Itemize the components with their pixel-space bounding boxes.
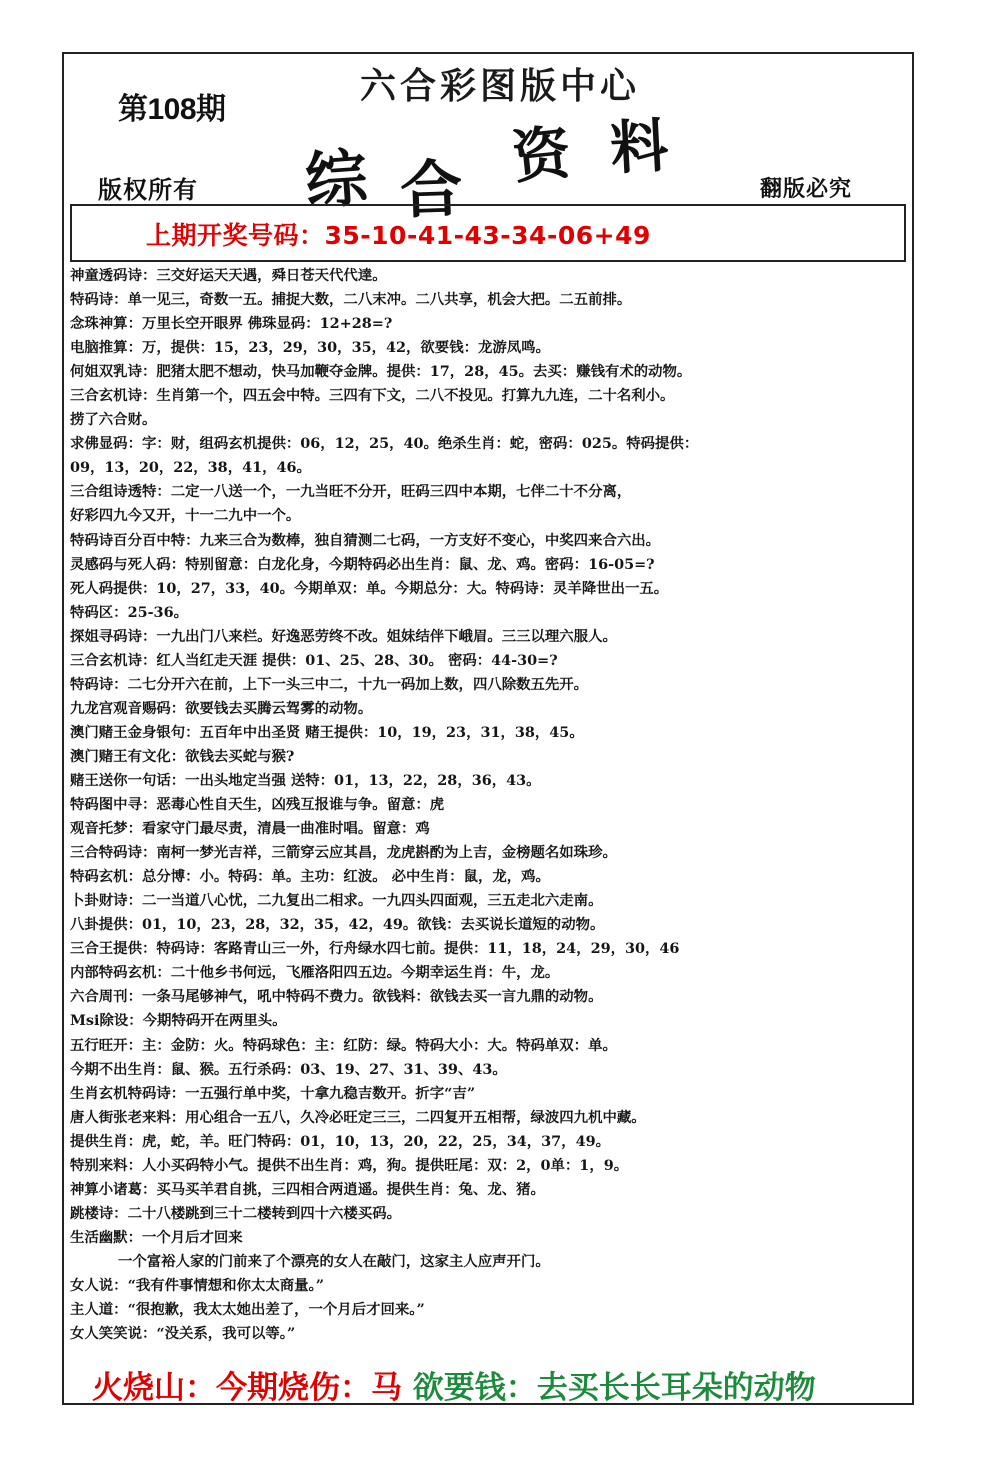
content-line: 三合玄机诗：生肖第一个，四五会中特。三四有下文，二八不投见。打算九九连，二十名利小。 bbox=[70, 387, 675, 405]
content-line: 电脑推算：万，提供：15，23，29，30，35，42，欲要钱：龙游凤鸣。 bbox=[70, 339, 550, 357]
content-line: 生肖玄机特码诗：一五强行单中奖，十拿九稳吉数开。折字“吉” bbox=[70, 1084, 476, 1102]
big-title-char-2: 合 bbox=[398, 151, 464, 228]
content-line: 澳门赌王金身银句：五百年中出圣贤 赌王提供：10，19，23，31，38，45。 bbox=[70, 723, 584, 741]
content-line: 赌王送你一句话：一出头地定当强 送特：01，13，22，28，36，43。 bbox=[70, 771, 541, 789]
content-line: 三合王提供：特码诗：客路青山三一外，行舟绿水四七前。提供：11，18，24，29，30，46 bbox=[70, 940, 680, 958]
footer-part-green: 欲要钱：去买长长耳朵的动物 bbox=[412, 1370, 816, 1406]
content-line: 特码玄机：总分博：小。特码：单。主功：红波。 必中生肖：鼠，龙，鸡。 bbox=[70, 868, 550, 886]
content-line: 特码图中寻：恶毒心性自天生，凶残互报谁与争。留意：虎 bbox=[70, 796, 445, 814]
content-line: 卜卦财诗：二一当道八心忧，二九复出二相求。一九四头四面观，三五走北六走南。 bbox=[70, 892, 603, 910]
content-line: 09，13，20，22，38，41，46。 bbox=[70, 459, 311, 477]
content-line: 女人说：“我有件事情想和你太太商量。” bbox=[70, 1276, 324, 1294]
big-title-char-3: 资 bbox=[509, 118, 574, 192]
content-line: 今期不出生肖：鼠、猴。五行杀码：03、19、27、31、39、43。 bbox=[70, 1060, 507, 1078]
content-line: 内部特码玄机：二十他乡书何远，飞雁洛阳四五边。今期幸运生肖：牛，龙。 bbox=[70, 964, 560, 982]
footer-line bbox=[92, 1362, 816, 1407]
content-line: 三合玄机诗：红人当红走天涯 提供：01、25、28、30。 密码：44-30=? bbox=[70, 651, 558, 669]
content-line: 特码诗：单一见三，奇数一五。捕捉大数，二八末冲。二八共享，机会大把。二五前排。 bbox=[70, 291, 632, 309]
last-draw-numbers: 上期开奖号码：35-10-41-43-34-06+49 bbox=[146, 221, 651, 250]
content-line: 捞了六合财。 bbox=[70, 411, 157, 429]
content-line: 跳楼诗：二十八楼跳到三十二楼转到四十六楼买码。 bbox=[70, 1204, 401, 1222]
content-line: 求佛显码：字：财，组码玄机提供：06，12，25，40。绝杀生肖：蛇，密码：025。特码提供： bbox=[70, 435, 699, 453]
content-line: 女人笑笑说：“没关系，我可以等。” bbox=[70, 1325, 296, 1343]
content-line: 五行旺开：主：金防：火。特码球色：主：红防：绿。特码大小：大。特码单双：单。 bbox=[70, 1036, 617, 1054]
content-line: 观音托梦：看家守门最尽责，清晨一曲准时唱。留意：鸡 bbox=[70, 820, 430, 838]
content-line: 九龙宫观音赐码：欲要钱去买腾云驾雾的动物。 bbox=[70, 699, 373, 717]
big-title-char-4: 料 bbox=[608, 111, 671, 183]
content-line: 特别来料：人小买码特小气。提供不出生肖：鸡，狗。提供旺尾：双：2，0单：1，9。 bbox=[70, 1156, 629, 1174]
content-line: 特码诗百分百中特：九来三合为数棒，独自猜测二七码，一方支好不变心，中奖四来合六出。 bbox=[70, 531, 661, 549]
content-line: 特码区：25-36。 bbox=[70, 603, 188, 621]
content-line: 死人码提供：10，27，33，40。今期单双：单。今期总分：大。特码诗：灵羊降世出一五。 bbox=[70, 579, 669, 597]
content-line: 八卦提供：01，10，23，28，32，35，42，49。欲钱：去买说长道短的动物。 bbox=[70, 916, 605, 934]
content-line: 灵感码与死人码：特别留意：白龙化身，今期特码必出生肖：鼠、龙、鸡。密码：16-05=? bbox=[70, 555, 655, 573]
content-line: 探姐寻码诗：一九出门八来栏。好逸恶劳终不改。姐妹结伴下峨眉。三三以理六服人。 bbox=[70, 627, 617, 645]
content-line: 提供生肖：虎，蛇，羊。旺门特码：01，10，13，20，22，25，34，37，49。 bbox=[70, 1132, 611, 1150]
content-line: 三合特码诗：南柯一梦光吉祥，三箭穿云应其昌，龙虎斟酌为上吉，金榜题名如珠珍。 bbox=[70, 844, 617, 862]
content-line: 神童透码诗：三交好运天天遇，舜日苍天代代達。 bbox=[70, 267, 387, 284]
content-line: 三合组诗透特：二定一八送一个，一九当旺不分开，旺码三四中本期，七伴二十不分离， bbox=[70, 483, 632, 501]
content-line: 生活幽默：一个月后才回来 bbox=[70, 1228, 243, 1246]
content-line: 特码诗：二七分开六在前，上下一头三中二，十九一码加上数，四八除数五先开。 bbox=[70, 675, 589, 693]
content-line: 六合周刊：一条马尾够神气，吼中特码不费力。欲钱料：欲钱去买一言九鼎的动物。 bbox=[70, 988, 603, 1006]
piracy-warning-label: 翻版必究 bbox=[760, 176, 853, 202]
content-line: Msi除设：今期特码开在两里头。 bbox=[70, 1012, 287, 1030]
content-line: 念珠神算：万里长空开眼界 佛珠显码：12+28=? bbox=[70, 315, 393, 333]
content-line: 何姐双乳诗：肥猪太肥不想动，快马加鞭夺金牌。提供：17，28，45。去买：赚钱有术的动物。 bbox=[70, 363, 692, 381]
content-line: 澳门赌王有文化：欲钱去买蛇与猴? bbox=[70, 747, 295, 765]
content-line: 好彩四九今又开，十一二九中一个。 bbox=[70, 507, 301, 525]
content-line: 神算小诸葛：买马买羊君自挑，三四相合两逍遥。提供生肖：兔、龙、猪。 bbox=[70, 1180, 545, 1198]
copyright-label: 版权所有 bbox=[98, 175, 198, 204]
footer-part-red: 火烧山：今期烧伤：马 bbox=[92, 1370, 402, 1406]
big-title-char-1: 综 bbox=[302, 140, 370, 219]
issue-number: 第108期 bbox=[118, 93, 226, 126]
content-line: 一个富裕人家的门前来了个漂亮的女人在敲门，这家主人应声开门。 bbox=[118, 1252, 550, 1270]
content-line: 唐人街张老来料：用心组合一五八，久冷必旺定三三，二四复开五相帮，绿波四九机中藏。 bbox=[70, 1108, 646, 1126]
center-title: 六合彩图版中心 bbox=[360, 65, 641, 107]
content-lines bbox=[70, 264, 908, 1346]
content-line: 主人道：“很抱歉，我太太她出差了，一个月后才回来。” bbox=[70, 1301, 425, 1319]
